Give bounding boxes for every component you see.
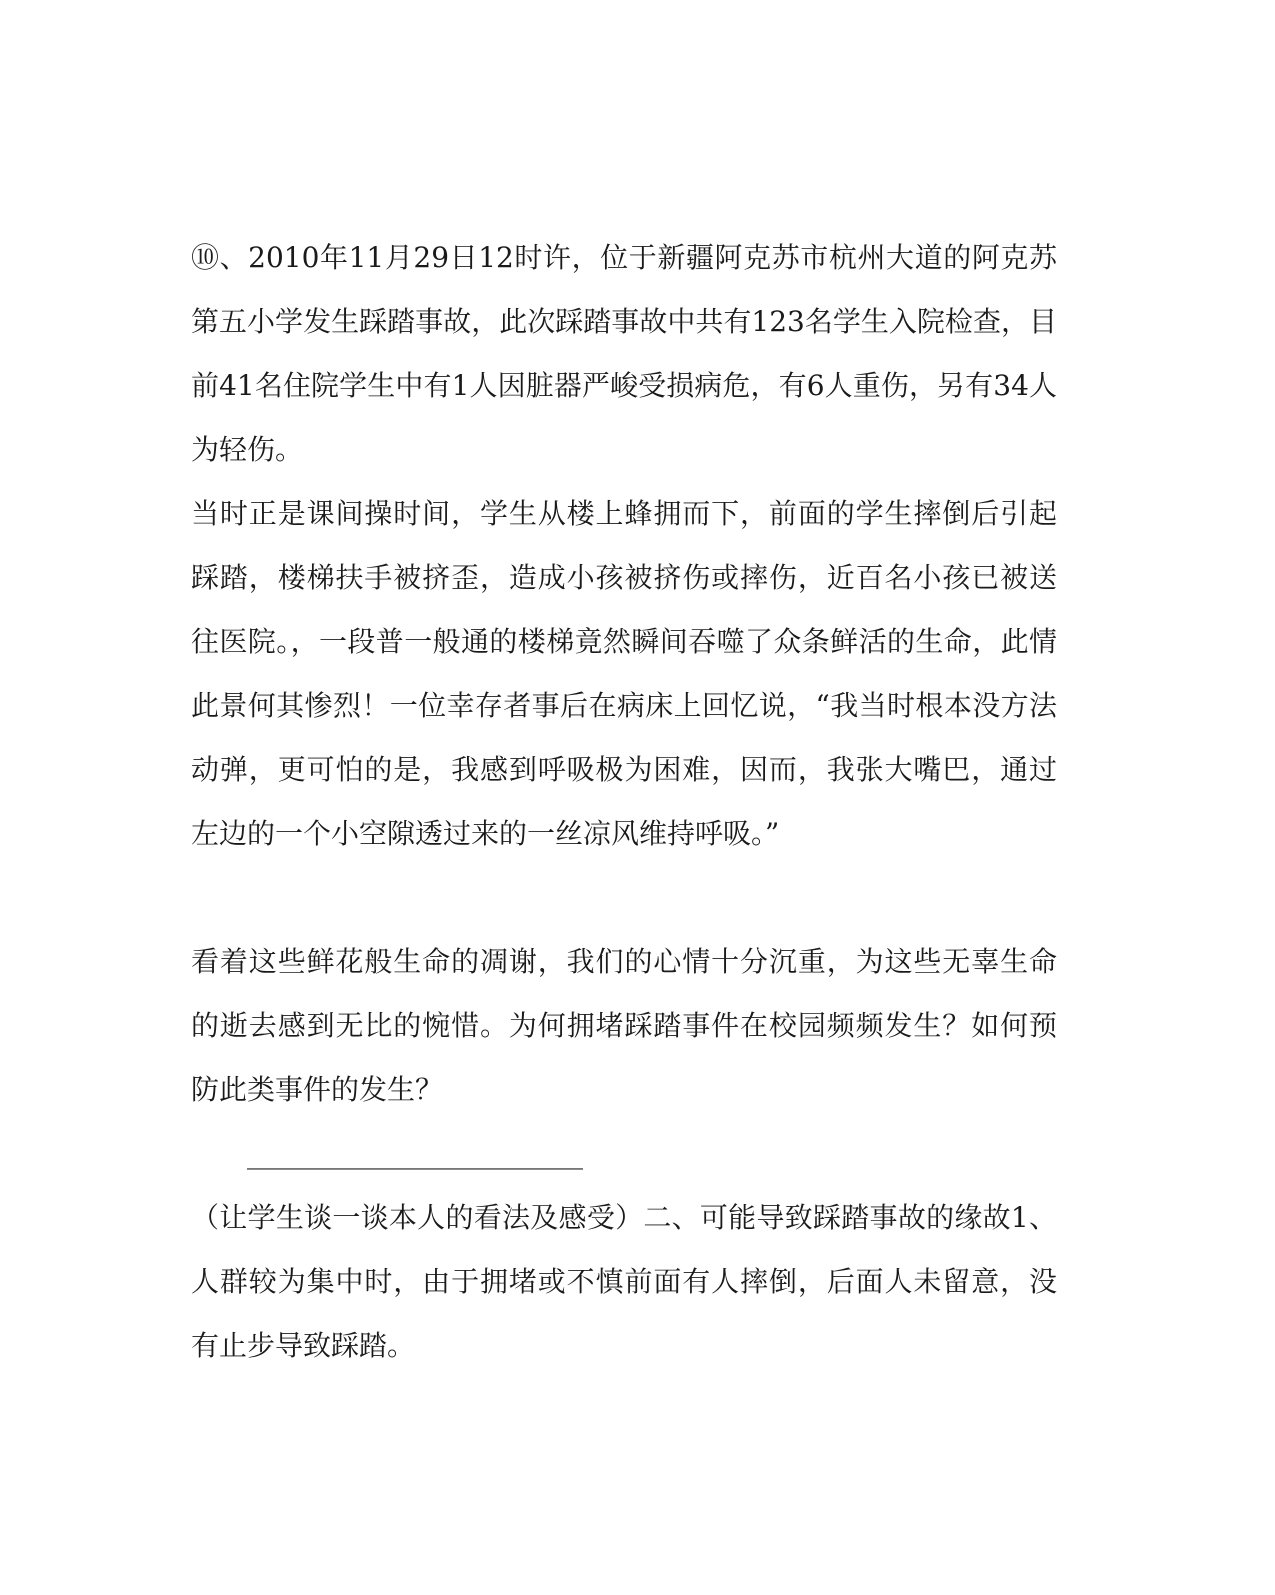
paragraph-reflection: 看着这些鲜花般生命的凋谢，我们的心情十分沉重，为这些无辜生命的逝去感到无比的惋惜。为何拥堵踩踏事件在校园频频发生？如何预防此类事件的发生？ xyxy=(191,945,1057,1106)
paragraph-incident-details: 当时正是课间操时间，学生从楼上蜂拥而下，前面的学生摔倒后引起踩踏，楼梯扶手被挤歪，造成小孩被挤伤或摔伤，近百名小孩已被送往医院。，一段普一般通的楼梯竟然瞬间吞噬了众条鲜活的生命，此情此景何其惨烈！一位幸存者事后在病床上回忆说，“我当时根本没方法动弹，更可怕的是，我感到呼吸极为困难，因而，我张大嘴巴，通过左边的一个小空隙透过来的一丝凉风维持呼吸。” xyxy=(191,497,1057,850)
document-body xyxy=(191,226,1057,1378)
paragraph-causes: （让学生谈一谈本人的看法及感受）二、可能导致踩踏事故的缘故1、人群较为集中时，由于拥堵或不慎前面有人摔倒，后面人未留意，没有止步导致踩踏。 xyxy=(191,1201,1057,1362)
answer-blank-line: ________________________ xyxy=(247,1137,583,1170)
blank-line xyxy=(191,866,1057,930)
paragraph-incident-report: ⑩、2010年11月29日12时许，位于新疆阿克苏市杭州大道的阿克苏第五小学发生踩踏事故，此次踩踏事故中共有123名学生入院检查，目前41名住院学生中有1人因脏器严峻受损病危，有6人重伤，另有34人为轻伤。 xyxy=(191,241,1057,466)
